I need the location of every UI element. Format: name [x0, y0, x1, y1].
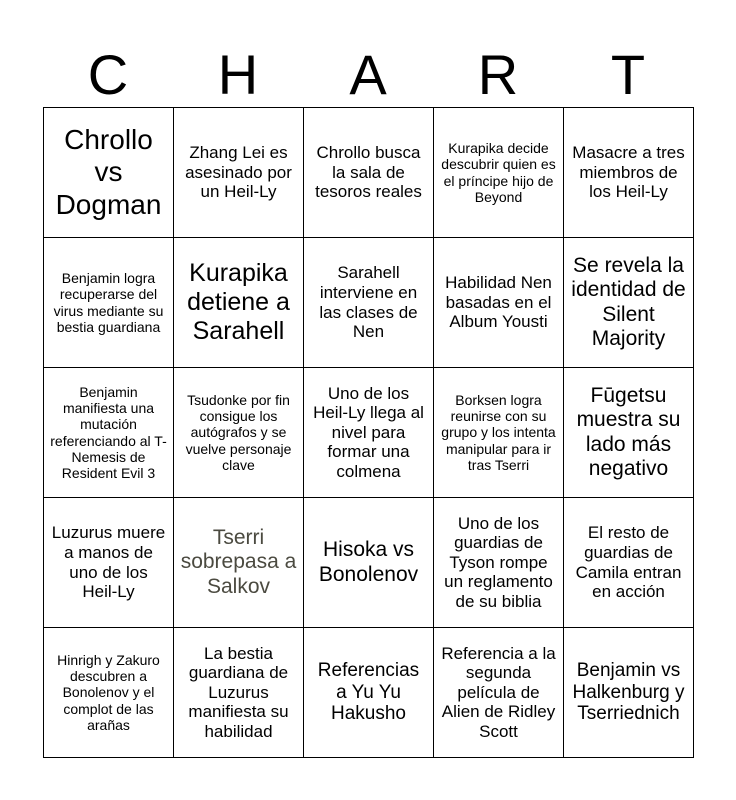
header-letter: R — [477, 43, 519, 106]
bingo-cell: Referencia a la segunda película de Alien de Ridley Scott — [434, 628, 564, 758]
bingo-cell: Hisoka vs Bonolenov — [304, 498, 434, 628]
bingo-cell: Chrollo vs Dogman — [44, 108, 174, 238]
header-letter: T — [610, 43, 646, 106]
bingo-row — [44, 628, 694, 758]
bingo-cell: Borksen logra reunirse con su grupo y los intenta manipular para ir tras Tserri — [434, 368, 564, 498]
header-letter: H — [217, 43, 259, 106]
bingo-header — [43, 42, 693, 108]
bingo-cell: Luzurus muere a manos de uno de los Heil-Ly — [44, 498, 174, 628]
bingo-grid — [43, 107, 694, 758]
bingo-cell: Masacre a tres miembros de los Heil-Ly — [564, 108, 694, 238]
bingo-cell: Habilidad Nen basadas en el Album Yousti — [434, 238, 564, 368]
bingo-cell: Referencias a Yu Yu Hakusho — [304, 628, 434, 758]
bingo-cell: Kurapika detiene a Sarahell — [174, 238, 304, 368]
bingo-cell: Zhang Lei es asesinado por un Heil-Ly — [174, 108, 304, 238]
bingo-cell-free: Tserri sobrepasa a Salkov — [174, 498, 304, 628]
header-letter: A — [349, 43, 387, 106]
bingo-cell: Se revela la identidad de Silent Majority — [564, 238, 694, 368]
bingo-row — [44, 368, 694, 498]
bingo-cell: Kurapika decide descubrir quien es el príncipe hijo de Beyond — [434, 108, 564, 238]
bingo-cell: Benjamin vs Halkenburg y Tserriednich — [564, 628, 694, 758]
bingo-cell: Uno de los guardias de Tyson rompe un reglamento de su biblia — [434, 498, 564, 628]
bingo-cell: Fūgetsu muestra su lado más negativo — [564, 368, 694, 498]
bingo-cell: Uno de los Heil-Ly llega al nivel para formar una colmena — [304, 368, 434, 498]
bingo-cell: Sarahell interviene en las clases de Nen — [304, 238, 434, 368]
bingo-cell: La bestia guardiana de Luzurus manifiesta su habilidad — [174, 628, 304, 758]
bingo-cell: Hinrigh y Zakuro descubren a Bonolenov y el complot de las arañas — [44, 628, 174, 758]
bingo-row — [44, 108, 694, 238]
bingo-row — [44, 498, 694, 628]
bingo-cell: Tsudonke por fin consigue los autógrafos y se vuelve personaje clave — [174, 368, 304, 498]
bingo-row — [44, 238, 694, 368]
header-letter: C — [87, 43, 129, 106]
bingo-cell: Benjamin manifiesta una mutación referenciando al T-Nemesis de Resident Evil 3 — [44, 368, 174, 498]
bingo-cell: El resto de guardias de Camila entran en acción — [564, 498, 694, 628]
bingo-cell: Benjamin logra recuperarse del virus mediante su bestia guardiana — [44, 238, 174, 368]
bingo-cell: Chrollo busca la sala de tesoros reales — [304, 108, 434, 238]
